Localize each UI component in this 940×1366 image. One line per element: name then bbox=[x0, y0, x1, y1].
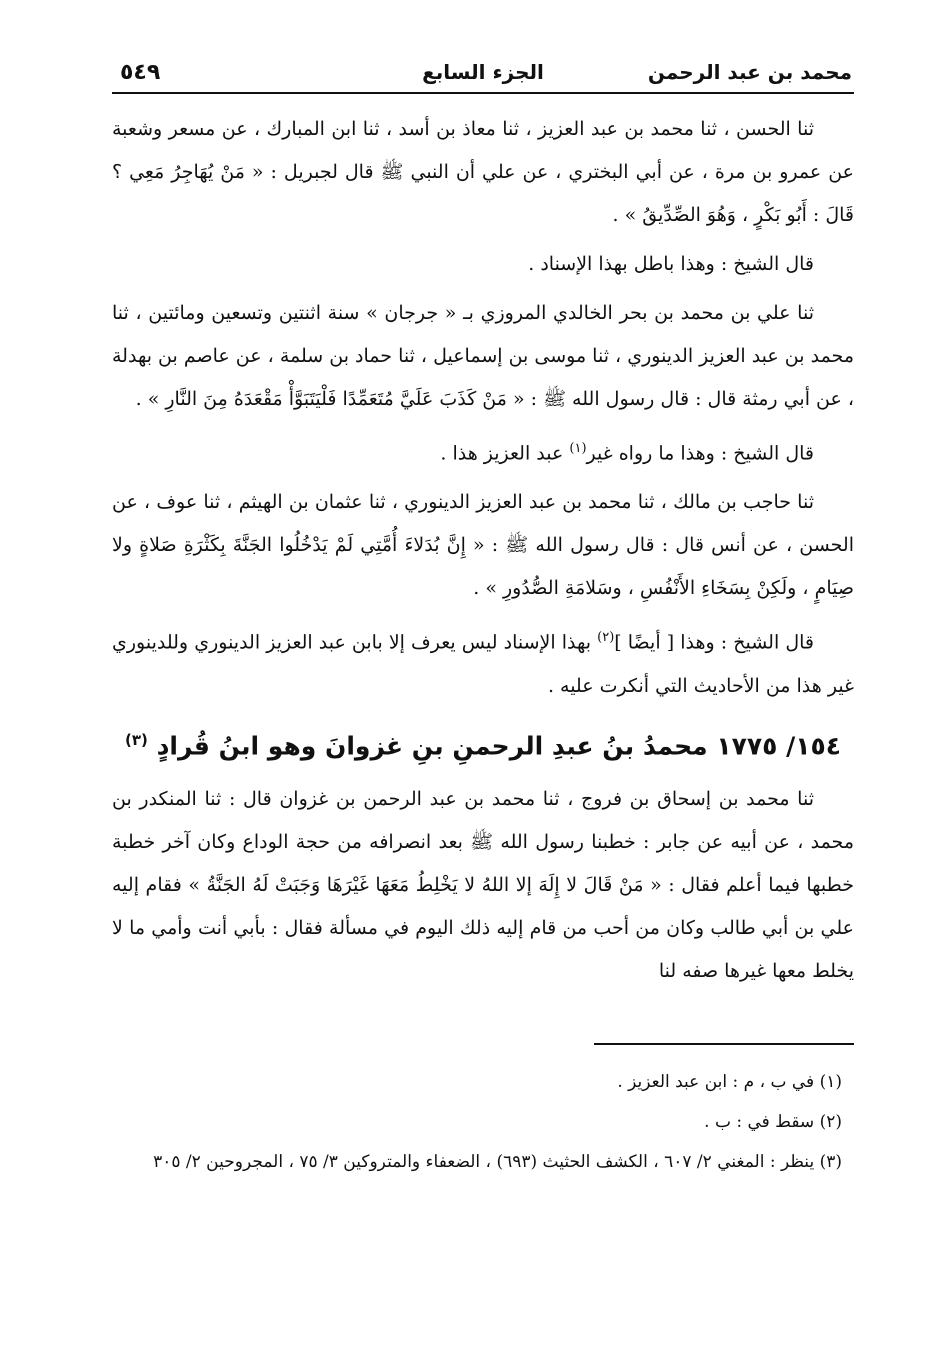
paragraph-comment-1: قال الشيخ : وهذا باطل بهذا الإسناد . bbox=[528, 253, 814, 275]
paragraph-hadith-4: ثنا محمد بن إسحاق بن فروج ، ثنا محمد بن عبد الرحمن بن غزوان قال : ثنا المنكدر بن محمد ، عن أبيه عن جابر : خطبنا رسول الله ﷺ بعد انصرافه من حجة الوداع وكان آخر خطبة خطبها فيما أعلم فقال : « مَنْ قَالَ لا إِلَهَ إلا اللهُ لا يَخْلِطُ مَعَهَا غَيْرَهَا وَجَبَتْ لَهُ الجَنَّةُ » فقام إليه علي بن أبي طالب وكان من أحب من قام إليه ذلك اليوم في مسألة فقال : بأبي أنت وأمي ما لا يخلط معها غيرها صفه لنا bbox=[112, 787, 854, 982]
footnotes bbox=[112, 1062, 854, 1182]
header-rule bbox=[112, 92, 854, 94]
running-head-volume: الجزء السابع bbox=[422, 60, 544, 84]
paragraph-comment-2 bbox=[112, 427, 854, 475]
paragraph-hadith-1: ثنا الحسن ، ثنا محمد بن عبد العزيز ، ثنا معاذ بن أسد ، ثنا ابن المبارك ، عن مسعر وشعبة عن عمرو بن مرة ، عن أبي البختري ، عن علي أن النبي ﷺ قال لجبريل : « مَنْ يُهَاجِرُ مَعِي ؟ قَالَ : أَبُو بَكْرٍ ، وَهُوَ الصِّدِّيقُ » . bbox=[112, 118, 854, 226]
running-head bbox=[112, 52, 854, 92]
comment-3-tail: بهذا الإسناد ليس يعرف إلا بابن عبد العزيز الدينوري وللدينوري غير هذا من الأحاديث التي أنكرت عليه . bbox=[112, 631, 854, 697]
footnote-3: (٣) ينظر : المغني ٢/ ٦٠٧ ، الكشف الحثيث (٦٩٣) ، الضعفاء والمتروكين ٣/ ٧٥ ، المجروحين ٢/ ٣٠٥ bbox=[153, 1152, 842, 1172]
comment-3-text: قال الشيخ : وهذا [ أيضًا ] bbox=[614, 631, 815, 654]
paragraph-comment-3 bbox=[112, 616, 854, 707]
paragraph-hadith-2: ثنا علي بن محمد بن بحر الخالدي المروزي بـ « جرجان » سنة اثنتين وتسعين ومائتين ، ثنا محمد بن عبد العزيز الدينوري ، ثنا موسى بن إسماعيل ، ثنا حماد بن سلمة ، عن عاصم بن بهدلة ، عن أبي رمثة قال : قال رسول الله ﷺ : « مَنْ كَذَبَ عَلَيَّ مُتَعَمِّدًا فَلْيَتَبَوَّأْ مَقْعَدَهُ مِنَ النَّارِ » . bbox=[112, 302, 854, 410]
comment-2-tail: عبد العزيز هذا . bbox=[440, 442, 570, 465]
footnote-ref-3: (٣) bbox=[125, 730, 148, 749]
running-head-author: محمد بن عبد الرحمن bbox=[647, 60, 852, 84]
footnote-2: (٢) سقط في : ب . bbox=[704, 1112, 842, 1132]
main-text bbox=[112, 108, 854, 999]
entry-heading-text: ١٥٤/ ١٧٧٥ محمدُ بنُ عبدِ الرحمنِ بنِ غزوانَ وهو ابنُ قُرادٍ bbox=[156, 730, 841, 760]
page-number: ٥٤٩ bbox=[120, 60, 161, 85]
paragraph-hadith-3: ثنا حاجب بن مالك ، ثنا محمد بن عبد العزيز الدينوري ، ثنا عثمان بن الهيثم ، ثنا عوف ، عن الحسن ، عن أنس قال : قال رسول الله ﷺ : « إِنَّ بُدَلاءَ أُمَّتِي لَمْ يَدْخُلُوا الجَنَّةَ بِكَثْرَةِ صَلاةٍ ولا صِيَامٍ ، ولَكِنْ بِسَخَاءِ الأَنْفُسِ ، وسَلامَةِ الصُّدُورِ » . bbox=[112, 491, 854, 600]
footnote-1: (١) في ب ، م : ابن عبد العزيز . bbox=[617, 1072, 842, 1092]
entry-heading bbox=[112, 714, 854, 772]
footnote-ref-1: (١) bbox=[569, 441, 587, 456]
footnote-ref-2: (٢) bbox=[597, 630, 615, 646]
footnote-rule bbox=[594, 1043, 854, 1045]
comment-2-text: قال الشيخ : وهذا ما رواه غير bbox=[586, 442, 814, 465]
